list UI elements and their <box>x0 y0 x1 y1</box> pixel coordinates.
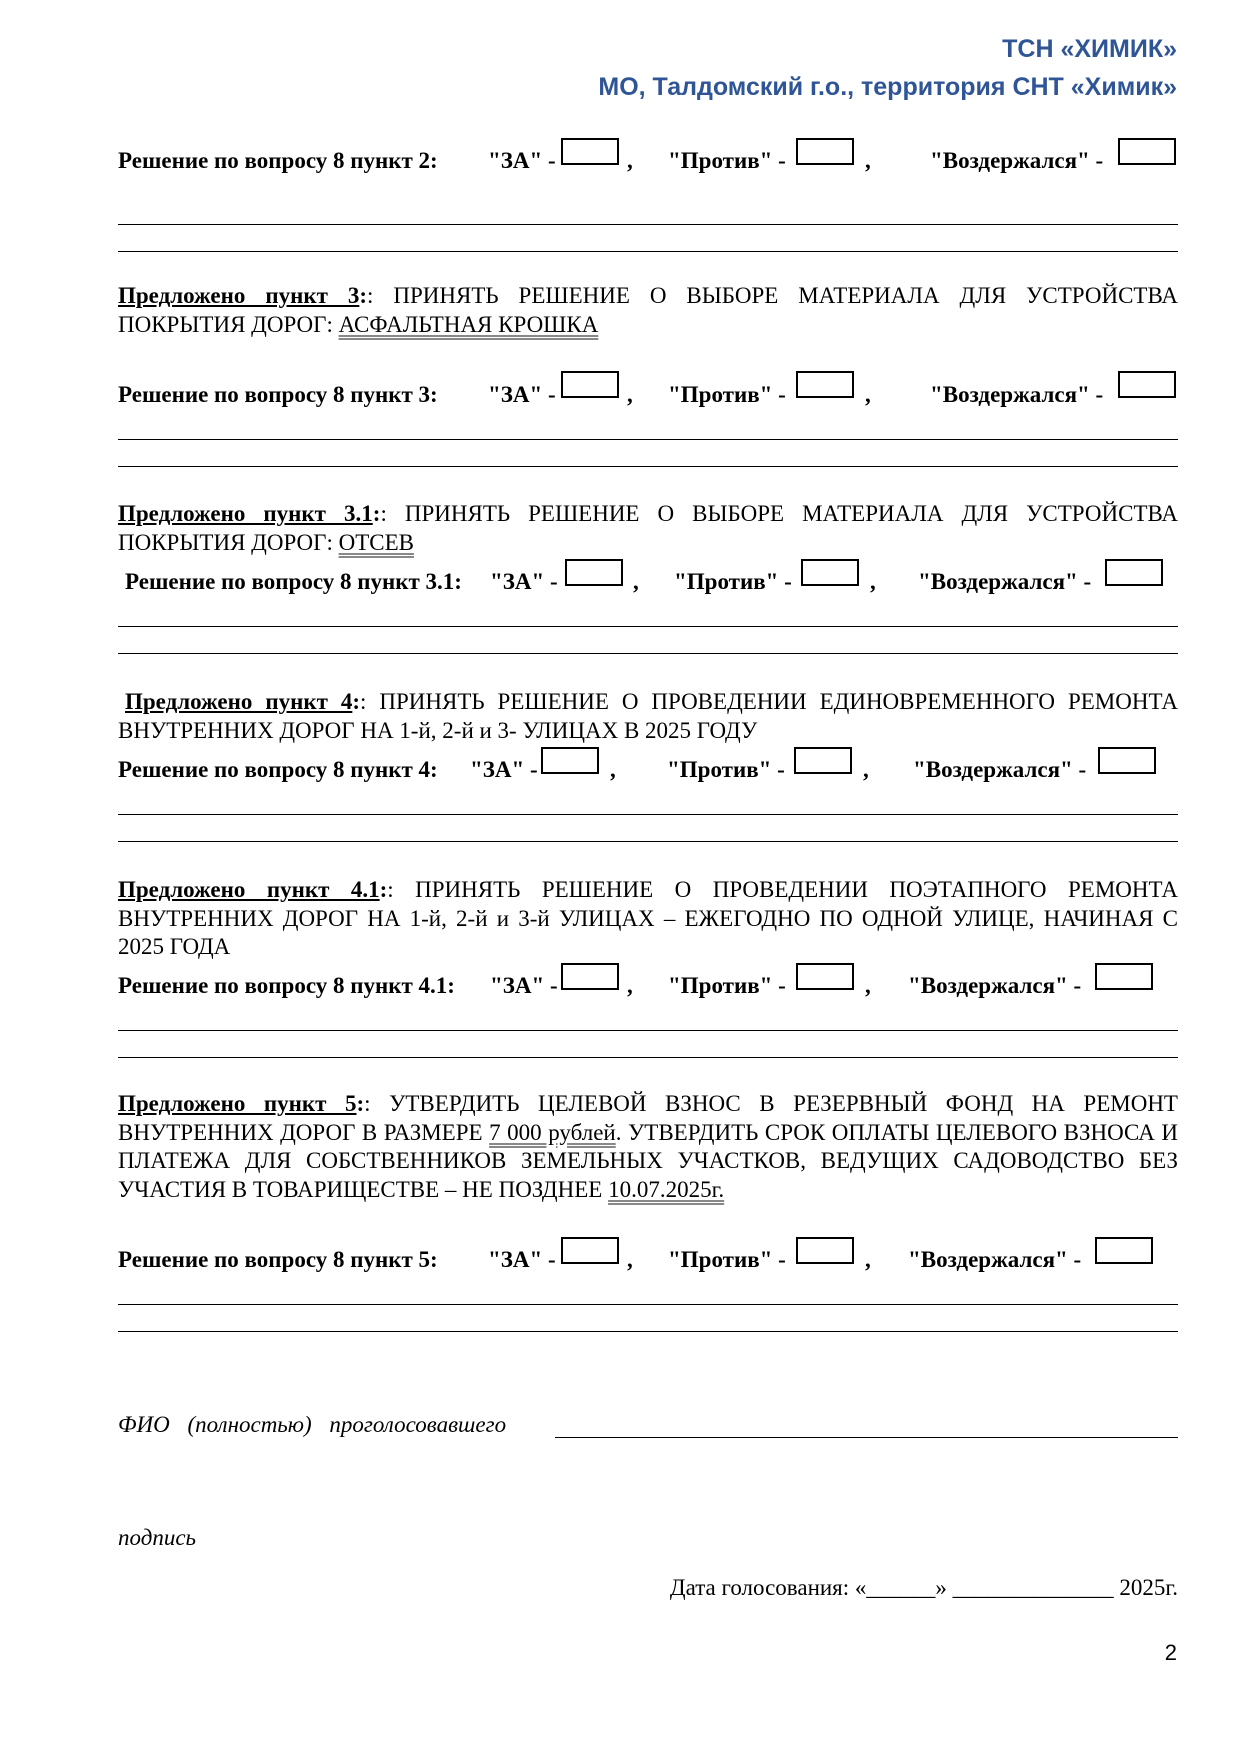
answer-line[interactable] <box>118 1057 1178 1058</box>
proposal-text: : УТВЕРДИТЬ ЦЕЛЕВОЙ ВЗНОС В РЕЗЕРВНЫЙ ФОНД НА РЕМОНТ ВНУТРЕННИХ ДОРОГ В РАЗМЕРЕ <box>118 1091 1178 1145</box>
signature-label: подпись <box>118 1525 197 1550</box>
proposal-label: Предложено пункт 3: <box>118 283 368 308</box>
decision-label: Решение по вопросу 8 пункт 5: <box>118 1247 438 1272</box>
answer-line[interactable] <box>118 653 1178 654</box>
answer-line[interactable] <box>118 1331 1178 1332</box>
za-label: "ЗА" - <box>488 148 556 173</box>
protiv-checkbox[interactable] <box>796 1237 854 1264</box>
proposal-label: Предложено пункт 3.1: <box>118 501 381 526</box>
comma: , <box>863 757 869 782</box>
proposal-p3-1 <box>118 500 1178 557</box>
answer-line[interactable] <box>118 841 1178 842</box>
vozd-label: "Воздержался" - <box>918 569 1092 594</box>
fio-label: ФИО (полностью) проголосовавшего <box>118 1412 507 1437</box>
comma: , <box>627 382 633 407</box>
proposal-text: : ПРИНЯТЬ РЕШЕНИЕ О ВЫБОРЕ МАТЕРИАЛА ДЛЯ УСТРОЙСТВА ПОКРЫТИЯ ДОРОГ: <box>118 283 1178 337</box>
answer-line[interactable] <box>118 626 1178 627</box>
decision-label: Решение по вопросу 8 пункт 2: <box>118 148 438 173</box>
answer-line[interactable] <box>118 814 1178 815</box>
proposal-p3 <box>118 282 1178 339</box>
org-name: ТСН «ХИМИК» <box>1002 35 1177 63</box>
vozd-checkbox[interactable] <box>1118 138 1176 165</box>
proposal-p4-1 <box>118 876 1178 962</box>
za-checkbox[interactable] <box>561 1237 619 1264</box>
proposal-value: ОТСЕВ <box>338 529 414 555</box>
answer-line[interactable] <box>118 466 1178 467</box>
comma: , <box>865 1247 871 1272</box>
za-checkbox[interactable] <box>565 559 623 586</box>
proposal-p5 <box>118 1090 1178 1204</box>
vozd-label: "Воздержался" - <box>913 757 1087 782</box>
proposal-label: Предложено пункт 4: <box>125 689 361 714</box>
za-label: "ЗА" - <box>488 1247 556 1272</box>
decision-label: Решение по вопросу 8 пункт 3: <box>118 382 438 407</box>
za-checkbox[interactable] <box>561 963 619 990</box>
comma: , <box>627 973 633 998</box>
comma: , <box>865 973 871 998</box>
answer-line[interactable] <box>118 251 1178 252</box>
vozd-label: "Воздержался" - <box>908 973 1082 998</box>
proposal-label: Предложено пункт 4.1: <box>118 877 388 902</box>
decision-label: Решение по вопросу 8 пункт 3.1: <box>125 569 462 594</box>
za-label: "ЗА" - <box>490 569 558 594</box>
protiv-label: "Против" - <box>668 148 786 173</box>
vozd-checkbox[interactable] <box>1095 963 1153 990</box>
vozd-checkbox[interactable] <box>1105 559 1163 586</box>
document-header <box>598 30 1177 106</box>
answer-line[interactable] <box>118 439 1178 440</box>
page-number: 2 <box>1164 1640 1177 1665</box>
za-label: "ЗА" - <box>488 382 556 407</box>
protiv-checkbox[interactable] <box>796 963 854 990</box>
comma: , <box>865 382 871 407</box>
protiv-label: "Против" - <box>668 973 786 998</box>
org-address: МО, Талдомский г.о., территория СНТ «Химик» <box>598 73 1177 101</box>
za-label: "ЗА" - <box>470 757 538 782</box>
comma: , <box>627 1247 633 1272</box>
comma: , <box>870 569 876 594</box>
protiv-checkbox[interactable] <box>794 747 852 774</box>
protiv-checkbox[interactable] <box>801 559 859 586</box>
protiv-label: "Против" - <box>668 382 786 407</box>
comma: , <box>865 148 871 173</box>
protiv-checkbox[interactable] <box>796 371 854 398</box>
vozd-label: "Воздержался" - <box>908 1247 1082 1272</box>
proposal-p4 <box>118 688 1178 745</box>
vozd-label: "Воздержался" - <box>930 382 1104 407</box>
proposal-text-cont: . УТВЕРДИТЬ СРОК ОПЛАТЫ ЦЕЛЕВОГО ВЗНОСА И ПЛАТЕЖА ДЛЯ СОБСТВЕННИКОВ ЗЕМЕЛЬНЫХ УЧАСТКОВ, ВЕДУЩИХ САДОВОДСТВО БЕЗ УЧАСТИЯ В ТОВАРИЩЕСТВЕ – НЕ ПОЗДНЕЕ <box>118 1119 1178 1202</box>
proposal-text: : ПРИНЯТЬ РЕШЕНИЕ О ПРОВЕДЕНИИ ПОЭТАПНОГО РЕМОНТА ВНУТРЕННИХ ДОРОГ НА 1-й, 2-й и 3-й УЛИЦАХ – ЕЖЕГОДНО ПО ОДНОЙ УЛИЦЕ, НАЧИНАЯ С 2025 ГОДА <box>118 877 1178 959</box>
proposal-text: : ПРИНЯТЬ РЕШЕНИЕ О ВЫБОРЕ МАТЕРИАЛА ДЛЯ УСТРОЙСТВА ПОКРЫТИЯ ДОРОГ: <box>118 501 1178 555</box>
proposal-text: : ПРИНЯТЬ РЕШЕНИЕ О ПРОВЕДЕНИИ ЕДИНОВРЕМЕННОГО РЕМОНТА ВНУТРЕННИХ ДОРОГ НА 1-й, 2-й и 3- УЛИЦАХ В 2025 ГОДУ <box>118 689 1178 743</box>
answer-line[interactable] <box>118 1030 1178 1031</box>
protiv-label: "Против" - <box>667 757 785 782</box>
protiv-checkbox[interactable] <box>796 138 854 165</box>
answer-line[interactable] <box>118 224 1178 225</box>
protiv-label: "Против" - <box>674 569 792 594</box>
contribution-amount: 7 000 рублей <box>489 1119 616 1145</box>
decision-label: Решение по вопросу 8 пункт 4.1: <box>118 973 455 998</box>
payment-deadline: 10.07.2025г. <box>608 1176 725 1202</box>
proposal-value: АСФАЛЬТНАЯ КРОШКА <box>338 311 599 337</box>
comma: , <box>633 569 639 594</box>
protiv-label: "Против" - <box>668 1247 786 1272</box>
fio-input-line[interactable] <box>555 1437 1178 1438</box>
answer-line[interactable] <box>118 1304 1178 1305</box>
comma: , <box>627 148 633 173</box>
proposal-label: Предложено пункт 5: <box>118 1091 365 1116</box>
za-checkbox[interactable] <box>561 371 619 398</box>
za-checkbox[interactable] <box>541 747 599 774</box>
decision-label: Решение по вопросу 8 пункт 4: <box>118 757 438 782</box>
vozd-checkbox[interactable] <box>1118 371 1176 398</box>
comma: , <box>610 757 616 782</box>
za-label: "ЗА" - <box>490 973 558 998</box>
voting-date: Дата голосования: «______» ______________ 2025г. <box>669 1575 1178 1600</box>
za-checkbox[interactable] <box>561 138 619 165</box>
vozd-checkbox[interactable] <box>1098 747 1156 774</box>
vozd-checkbox[interactable] <box>1095 1237 1153 1264</box>
vozd-label: "Воздержался" - <box>930 148 1104 173</box>
